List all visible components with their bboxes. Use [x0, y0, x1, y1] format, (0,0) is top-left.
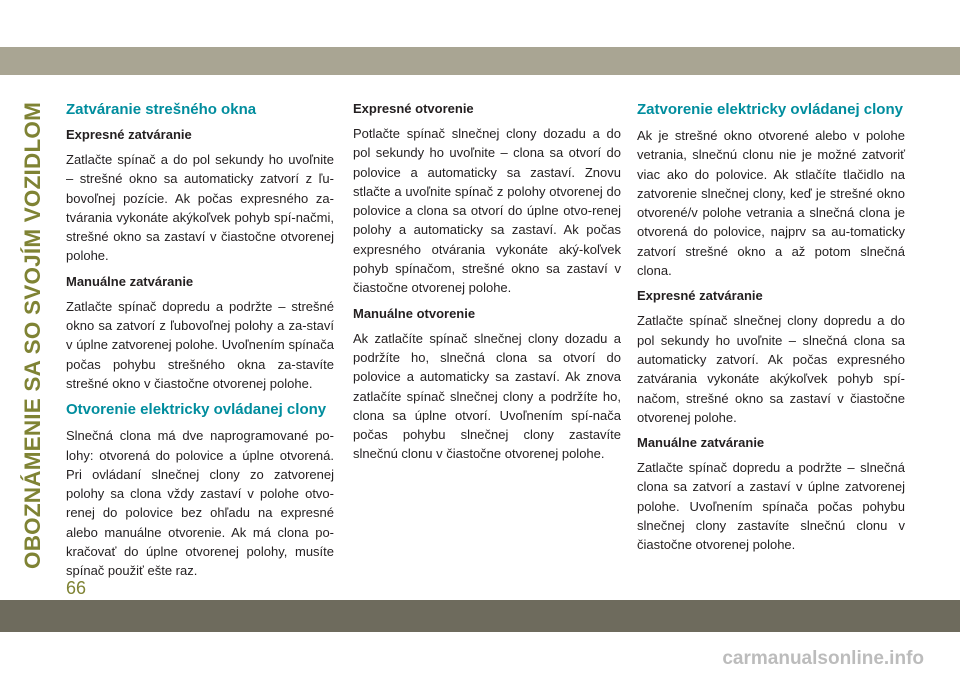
bottom-band: [0, 600, 960, 632]
sub-heading: Manuálne zatváranie: [637, 435, 765, 451]
text-column-2: [353, 98, 621, 471]
text-column-3: [637, 98, 905, 562]
text-column-1: [66, 98, 334, 588]
sub-heading: Expresné zatváranie: [637, 288, 763, 304]
body-paragraph: Zatlačte spínač a do pol sekundy ho uvoľnite – strešné okno sa automaticky zatvorí z ľu-bovoľnej pozície. Ak počas expresného za-tvárania vykonáte akýkoľvek pohyb spí-načmi, strešné okno sa zastaví v čiastočne otvorenej polohe.: [66, 152, 334, 264]
body-paragraph: Slnečná clona má dve naprogramované po-lohy: otvorená do polovice a úplne otvorená. Pri ovládaní slnečnej clony zo zatvorenej polohy sa clona vždy zastaví v polohe otvo-renej do polovice bez ohľadu na expresné alebo manuálne otvorenie. Ak má clona po-kračovať do úplne otvorenej polohy, musíte spínač použiť ešte raz.: [66, 428, 334, 579]
body-paragraph: Ak zatlačíte spínač slnečnej clony dozadu a podržíte ho, slnečná clona sa otvorí do polovice a automaticky sa zastaví. Ak znova zatlačíte spínač slnečnej clony a podržíte ho, clona sa úplne otvorí. Uvoľnením spí-nača počas pohybu slnečnej clony zastavíte slnečnú clonu v čiastočne otvorenej polohe.: [353, 330, 621, 462]
top-band: [0, 47, 960, 75]
body-paragraph: Zatlačte spínač dopredu a podržte – strešné okno sa zatvorí z ľubovoľnej polohy a za-staví v úplne zatvorenej polohe. Uvoľnením spínača počas pohybu strešného okna za-stavíte strešné okno v čiastočne otvorenej polohe.: [66, 298, 334, 391]
sub-heading: Expresné zatváranie: [66, 127, 192, 142]
body-paragraph: Zatlačte spínač slnečnej clony dopredu a do pol sekundy ho uvoľnite – slnečná clona sa automaticky zatvorí. Ak počas expresného zatvárania vykonáte akýkoľvek pohyb spí-načom, strešné okno sa zastaví v čiastočne otvorenej polohe.: [637, 313, 905, 425]
chapter-side-title: OBOZNÁMENIE SA SO SVOJÍM VOZIDLOM: [20, 101, 45, 569]
section-heading: Zatváranie strešného okna: [66, 101, 257, 118]
sub-heading: Expresné otvorenie: [353, 101, 474, 116]
sub-heading: Manuálne otvorenie: [353, 305, 476, 321]
sub-heading: Manuálne zatváranie: [66, 273, 194, 289]
watermark-text: carmanualsonline.info: [722, 648, 924, 669]
page-number: 66: [66, 578, 87, 598]
body-paragraph: Zatlačte spínač dopredu a podržte – slnečná clona sa zatvorí a zastaví v úplne zatvorenej polohe. Uvoľnením spínača počas pohybu slnečnej clony zastavíte slnečnú clonu v čiastočne otvorenej polohe.: [637, 460, 905, 553]
section-heading: Zatvorenie elektricky ovládanej clony: [637, 101, 903, 118]
body-paragraph: Potlačte spínač slnečnej clony dozadu a do pol sekundy ho uvoľnite – clona sa otvorí do polovice a automaticky sa zastaví. Znovu stlačte a uvoľnite spínač z polohy otvorenej do polovice a clona sa otvorí do úplne otvo-renej polohy a automaticky sa zastaví. Ak počas expresného otvárania vykonáte aký-koľvek pohyb spínačom, strešné okno sa zastaví v čiastočne otvorenej polohe.: [353, 126, 621, 296]
body-paragraph: Ak je strešné okno otvorené alebo v polohe vetrania, slnečnú clonu nie je možné zatvoriť viac ako do polovice. Ak stlačíte tlačidlo na zatvorenie slnečnej clony, keď je strešné okno otvorené/v polohe vetrania a slnečná clona je otvorená do polovice, najprv sa au-tomaticky zatvorí strešné okno a až potom slnečná clona.: [637, 128, 905, 279]
section-heading: Otvorenie elektricky ovládanej clony: [66, 401, 327, 419]
